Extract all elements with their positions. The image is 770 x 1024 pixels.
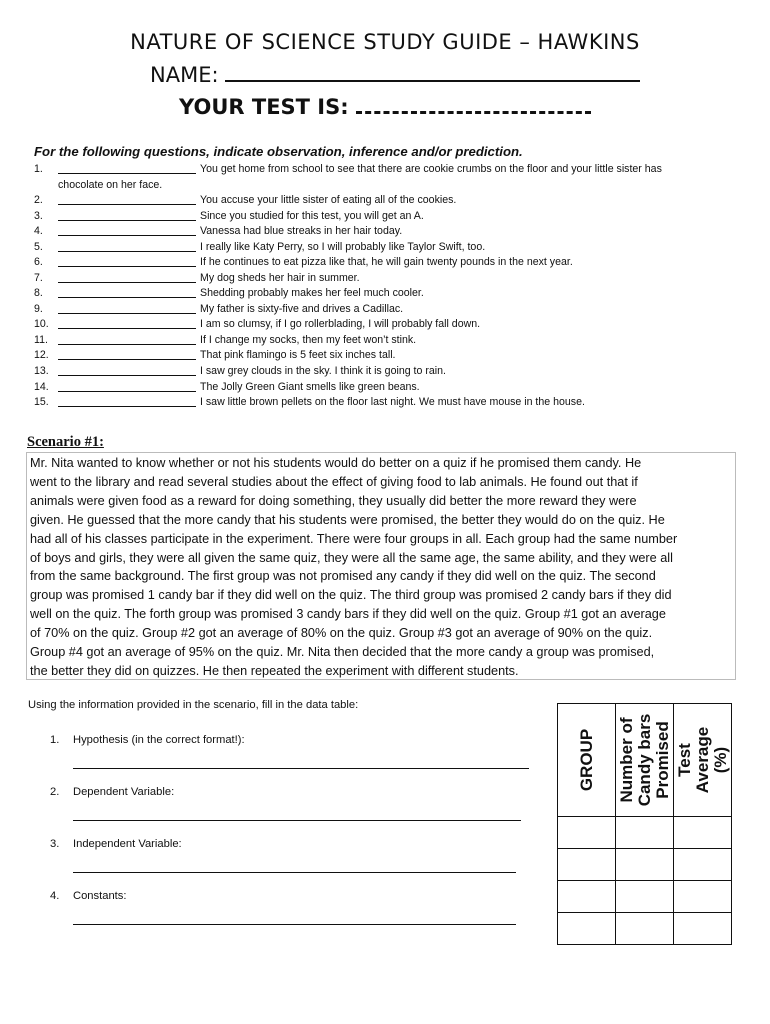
- table-cell[interactable]: [674, 817, 732, 849]
- answer-blank[interactable]: [58, 251, 196, 252]
- question-row: [34, 271, 734, 287]
- item-label: Dependent Variable:: [73, 786, 175, 798]
- table-row: [558, 913, 732, 945]
- table-body: [558, 817, 732, 945]
- question-text: The Jolly Green Giant smells like green beans.: [200, 380, 420, 393]
- table-header-row: [558, 704, 732, 817]
- question-number: 2.: [34, 194, 43, 206]
- answer-item: [50, 838, 540, 890]
- question-text: Vanessa had blue streaks in her hair today.: [200, 225, 403, 238]
- question-text-cont: chocolate on her face.: [58, 178, 163, 191]
- answer-line[interactable]: [73, 924, 516, 925]
- answer-line[interactable]: [73, 820, 521, 821]
- table-header-cell: [558, 704, 616, 817]
- question-text: I saw little brown pellets on the floor last night. We must have mouse in the house.: [200, 396, 585, 409]
- question-row: [34, 255, 734, 271]
- scenario-line: given. He guessed that the more candy that his students were promised, the better they would do on the quiz. He: [30, 512, 665, 527]
- item-label: Hypothesis (in the correct format!):: [73, 734, 245, 746]
- item-number: 1.: [50, 734, 60, 746]
- section-instructions: For the following questions, indicate observation, inference and/or prediction.: [34, 144, 523, 159]
- question-number: 12.: [34, 349, 49, 362]
- answer-line[interactable]: [73, 768, 529, 769]
- table-cell[interactable]: [558, 913, 616, 945]
- name-row: [150, 63, 640, 87]
- scenario-line: went to the library and read several studies about the effect of giving food to lab animals. He found out that if: [30, 474, 638, 489]
- item-number: 2.: [50, 786, 60, 798]
- question-row: [34, 395, 734, 411]
- scenario-line: Group #4 got an average of 95% on the quiz. Mr. Nita then decided that the more candy a group was promised,: [30, 645, 655, 660]
- table-cell[interactable]: [674, 913, 732, 945]
- question-number: 8.: [34, 287, 43, 300]
- question-row: [34, 317, 734, 333]
- question-text: My father is sixty-five and drives a Cadillac.: [200, 302, 404, 315]
- answer-blank[interactable]: [58, 406, 196, 407]
- question-row: [34, 224, 734, 240]
- table-cell[interactable]: [616, 849, 674, 881]
- question-text: If I change my socks, then my feet won’t stink.: [200, 333, 417, 346]
- table-header-cell: [616, 704, 674, 817]
- table-header-label: Number of Candy bars Promised: [616, 713, 672, 807]
- question-number: 3.: [34, 209, 43, 222]
- table-row: [558, 849, 732, 881]
- answer-blank[interactable]: [58, 266, 196, 267]
- question-row: [34, 348, 734, 364]
- answer-items: [50, 734, 540, 942]
- item-label: Independent Variable:: [73, 838, 182, 850]
- question-row: [34, 162, 734, 193]
- answer-blank[interactable]: [58, 359, 196, 360]
- answer-blank[interactable]: [58, 375, 196, 376]
- question-text: That pink flamingo is 5 feet six inches tall.: [200, 349, 396, 362]
- question-row: [34, 380, 734, 396]
- question-number: 11.: [34, 333, 48, 346]
- scenario-line: of 70% on the quiz. Group #2 got an average of 80% on the quiz. Group #3 got an average of 90% on the quiz.: [30, 626, 653, 641]
- table-header-label: Test Average (%): [674, 726, 730, 794]
- question-number: 6.: [34, 256, 43, 269]
- test-row: [0, 95, 770, 119]
- answer-blank[interactable]: [58, 220, 196, 221]
- scenario-label: Scenario #1:: [27, 434, 104, 450]
- table-header-cell: [674, 704, 732, 817]
- question-number: 5.: [34, 240, 43, 253]
- question-text: Since you studied for this test, you will get an A.: [200, 209, 424, 222]
- answer-blank[interactable]: [58, 282, 196, 283]
- answer-blank[interactable]: [58, 344, 196, 345]
- fill-instructions: Using the information provided in the scenario, fill in the data table:: [28, 699, 359, 711]
- answer-blank[interactable]: [58, 313, 196, 314]
- table-cell[interactable]: [558, 817, 616, 849]
- question-number: 15.: [34, 396, 49, 409]
- scenario-line: of boys and girls, they were all given the same quiz, they were all the same age, the same ability, and they were all: [30, 550, 673, 565]
- table-cell[interactable]: [558, 881, 616, 913]
- question-row: [34, 240, 734, 256]
- question-number: 10.: [34, 318, 49, 331]
- item-number: 4.: [50, 890, 60, 902]
- question-number: 4.: [34, 225, 43, 238]
- question-text: I am so clumsy, if I go rollerblading, I will probably fall down.: [200, 318, 481, 331]
- table-cell[interactable]: [616, 913, 674, 945]
- scenario-line: the better they did on quizzes. He then repeated the experiment with different students.: [30, 663, 519, 678]
- table-cell[interactable]: [616, 817, 674, 849]
- question-row: [34, 193, 734, 209]
- question-text: If he continues to eat pizza like that, he will gain twenty pounds in the next year.: [200, 256, 573, 269]
- scenario-line: animals were given food as a reward for doing something, they usually did better the more reward they were: [30, 493, 637, 508]
- name-label: NAME:: [150, 63, 219, 87]
- question-row: [34, 302, 734, 318]
- answer-blank[interactable]: [58, 173, 196, 174]
- table-row: [558, 881, 732, 913]
- answer-blank[interactable]: [58, 235, 196, 236]
- scenario-text: [30, 454, 735, 681]
- question-row: [34, 286, 734, 302]
- answer-blank[interactable]: [58, 204, 196, 205]
- question-text: I saw grey clouds in the sky. I think it is going to rain.: [200, 365, 446, 378]
- table-cell[interactable]: [674, 849, 732, 881]
- question-number: 13.: [34, 365, 49, 378]
- question-list: [34, 162, 734, 411]
- test-label: YOUR TEST IS:: [179, 95, 349, 119]
- question-text: My dog sheds her hair in summer.: [200, 271, 360, 284]
- table-row: [558, 817, 732, 849]
- question-text: I really like Katy Perry, so I will probably like Taylor Swift, too.: [200, 240, 486, 253]
- question-text: You accuse your little sister of eating all of the cookies.: [200, 194, 457, 206]
- name-blank[interactable]: [225, 66, 640, 82]
- item-label: Constants:: [73, 890, 127, 902]
- answer-blank[interactable]: [58, 391, 196, 392]
- answer-blank[interactable]: [58, 297, 196, 298]
- table-cell[interactable]: [674, 881, 732, 913]
- answer-line[interactable]: [73, 872, 516, 873]
- table-header-label: GROUP: [576, 728, 596, 792]
- question-number: 7.: [34, 271, 43, 284]
- test-blank[interactable]: [356, 97, 591, 114]
- scenario-line: well on the quiz. The forth group was promised 3 candy bars if they did well on the quiz. Group #1 got an average: [30, 607, 666, 622]
- scenario-line: Mr. Nita wanted to know whether or not his students would do better on a quiz if he promised them candy. He: [30, 456, 642, 470]
- scenario-line: from the same background. The first group was not promised any candy if they did well on the quiz. The second: [30, 569, 656, 584]
- scenario-line: had all of his classes participate in the experiment. There were four groups in all. Each group had the same number: [30, 531, 678, 546]
- question-text: You get home from school to see that there are cookie crumbs on the floor and your little sister has: [200, 163, 662, 175]
- table-cell[interactable]: [616, 881, 674, 913]
- scenario-line: group was promised 1 candy bar if they did well on the quiz. The third group was promised 2 candy bars if they did: [30, 588, 672, 603]
- question-row: [34, 364, 734, 380]
- question-number: 14.: [34, 380, 49, 393]
- item-number: 3.: [50, 838, 60, 850]
- answer-item: [50, 786, 540, 838]
- answer-item: [50, 734, 540, 786]
- question-row: [34, 209, 734, 225]
- answer-blank[interactable]: [58, 328, 196, 329]
- question-row: [34, 333, 734, 349]
- data-table: [557, 703, 732, 945]
- question-number: 9.: [34, 302, 43, 315]
- page-title: NATURE OF SCIENCE STUDY GUIDE – HAWKINS: [130, 30, 640, 54]
- question-text: Shedding probably makes her feel much cooler.: [200, 287, 424, 300]
- answer-item: [50, 890, 540, 942]
- table-cell[interactable]: [558, 849, 616, 881]
- question-number: 1.: [34, 163, 43, 175]
